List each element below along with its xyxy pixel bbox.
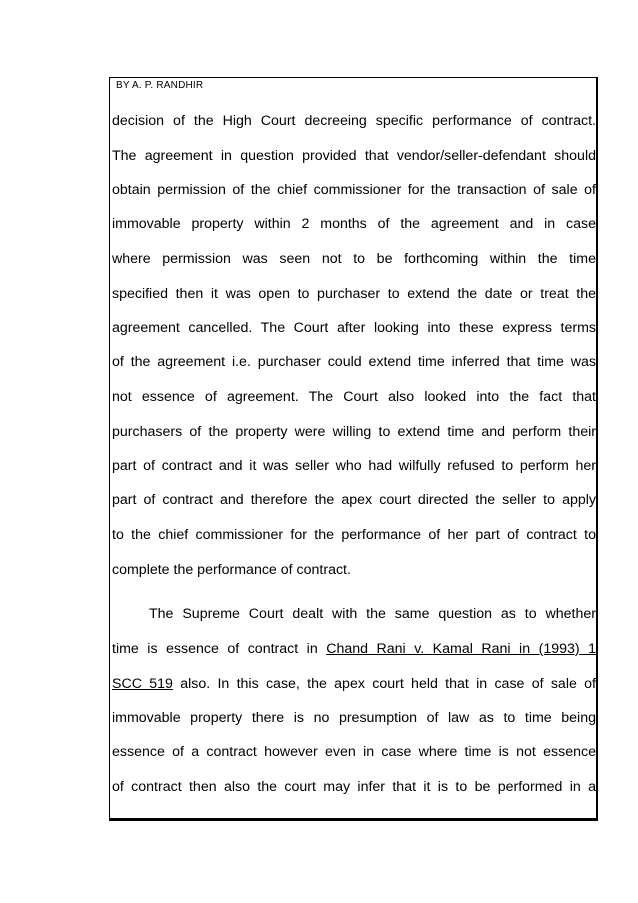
paragraph-line: where permission was seen not to be forthcoming within the time (112, 251, 596, 267)
paragraph-line: of contract then also the court may infer that it is to be performed in a (112, 779, 596, 795)
author-header: BY A. P. RANDHIR (116, 80, 204, 91)
paragraph-text: also. In this case, the apex court held that in case of sale of (172, 676, 596, 692)
paragraph-line: agreement cancelled. The Court after looking into these express terms (112, 320, 596, 336)
paragraph-line: immovable property within 2 months of the agreement and in case (112, 216, 596, 232)
paragraph-line: complete the performance of contract. (112, 562, 351, 578)
case-citation-link[interactable]: Chand Rani v. Kamal Rani in (1993) 1 (326, 641, 596, 657)
paragraph-line: not essence of agreement. The Court also looked into the fact that (112, 389, 596, 405)
paragraph-line: part of contract and therefore the apex court directed the seller to apply (112, 492, 596, 508)
paragraph-line: The agreement in question provided that vendor/seller-defendant should (112, 148, 596, 164)
paragraph-line: part of contract and it was seller who had wilfully refused to perform her (112, 458, 596, 474)
paragraph-line: decision of the High Court decreeing specific performance of contract. (112, 113, 596, 129)
case-citation-link-continued[interactable]: SCC 519 (112, 676, 173, 692)
paragraph-line: The Supreme Court dealt with the same question as to whether (149, 606, 596, 622)
paragraph-line (112, 675, 596, 693)
paragraph-text: time is essence of contract in (112, 641, 327, 657)
paragraph-line: obtain permission of the chief commissioner for the transaction of sale of (112, 182, 596, 198)
paragraph-line: immovable property there is no presumption of law as to time being (112, 710, 596, 726)
paragraph-line: essence of a contract however even in case where time is not essence (112, 744, 596, 760)
paragraph-line: specified then it was open to purchaser to extend the date or treat the (112, 286, 596, 302)
paragraph-line (112, 640, 596, 658)
paragraph-line: purchasers of the property were willing to extend time and perform their (112, 424, 596, 440)
paragraph-line: to the chief commissioner for the performance of her part of contract to (112, 527, 596, 543)
paragraph-line: of the agreement i.e. purchaser could extend time inferred that time was (112, 354, 596, 370)
